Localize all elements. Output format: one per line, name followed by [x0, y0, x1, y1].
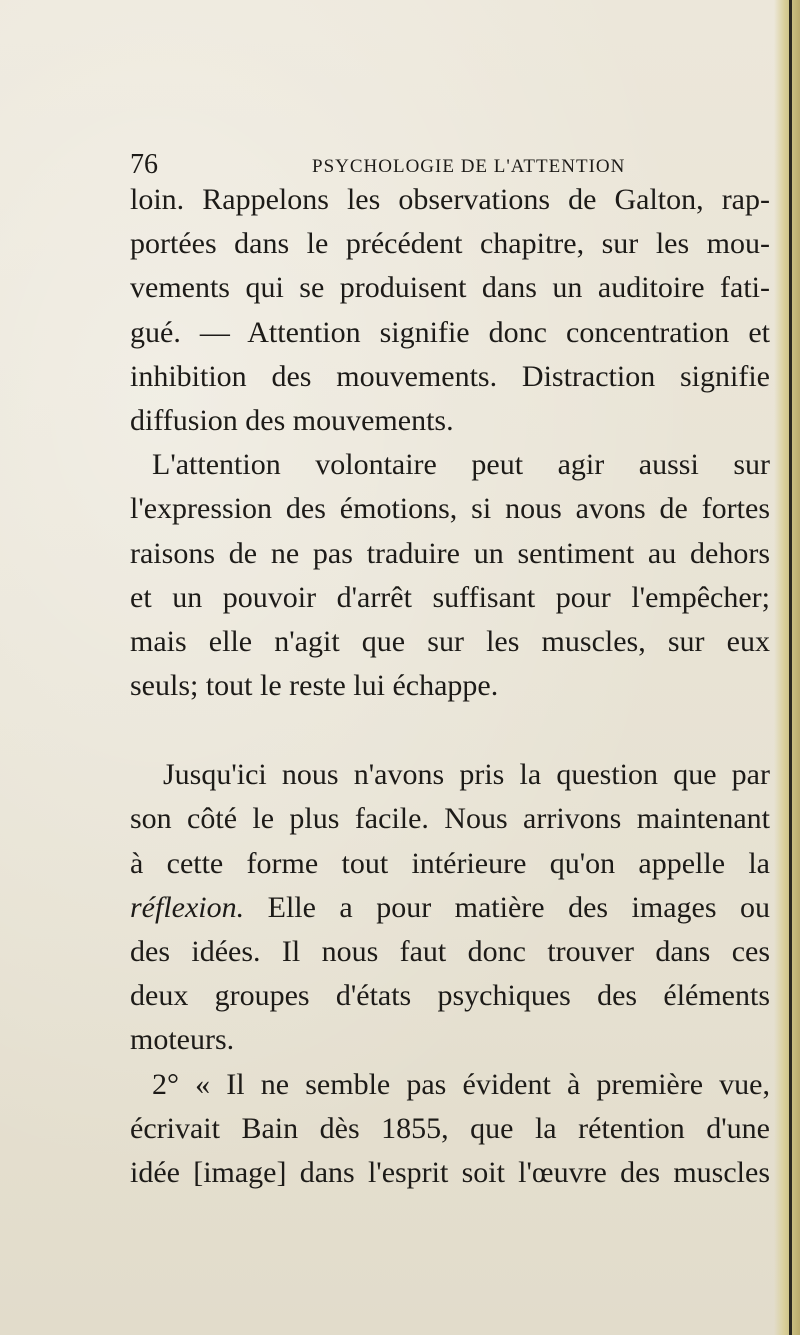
text-line: loin. Rappelons les observations de Galton, rap-	[130, 183, 770, 216]
text-line: seuls; tout le reste lui échappe.	[130, 669, 499, 703]
text-line: son côté le plus facile. Nous arrivons maintenant	[130, 802, 770, 836]
text-line: 2° « Il ne semble pas évident à première vue,	[152, 1067, 770, 1101]
text-line: vements qui se produisent dans un auditoire fati-	[130, 271, 770, 305]
text-line-with-italic	[130, 886, 770, 930]
paragraph-gap	[130, 708, 770, 753]
text-line: moteurs.	[130, 1023, 235, 1057]
page-edge-line	[789, 0, 792, 1335]
text-line: écrivait Bain dès 1855, que la rétention d'une	[130, 1111, 770, 1145]
body-text	[130, 178, 770, 1195]
text-line: deux groupes d'états psychiques des éléments	[130, 979, 770, 1013]
text-line: idée [image] dans l'esprit soit l'œuvre des muscles	[130, 1155, 770, 1189]
text-line: à cette forme tout intérieure qu'on appelle la	[130, 846, 770, 880]
page-header	[130, 150, 650, 180]
page-number: 76	[130, 149, 158, 180]
running-title: PSYCHOLOGIE DE L'ATTENTION	[312, 156, 626, 177]
text-line: et un pouvoir d'arrêt suffisant pour l'empêcher;	[130, 580, 770, 614]
text-line: raisons de ne pas traduire un sentiment au dehors	[130, 536, 770, 570]
page-edge-shadow	[774, 0, 800, 1335]
italic-term: réflexion.	[130, 890, 245, 924]
text-line: diffusion des mouvements.	[130, 403, 454, 437]
text-line: portées dans le précédent chapitre, sur les mou-	[130, 227, 770, 261]
text-line: gué. — Attention signifie donc concentration et	[130, 315, 770, 349]
text-line: inhibition des mouvements. Distraction signifie	[130, 359, 770, 393]
text-line: l'expression des émotions, si nous avons de fortes	[130, 492, 770, 526]
text-line: L'attention volontaire peut agir aussi sur	[152, 448, 770, 482]
text-fragment: Elle a pour matière des images ou	[244, 890, 770, 924]
text-line: des idées. Il nous faut donc trouver dans ces	[130, 935, 770, 968]
text-line: Jusqu'ici nous n'avons pris la question que par	[163, 758, 770, 792]
text-line: mais elle n'agit que sur les muscles, sur eux	[130, 624, 770, 658]
